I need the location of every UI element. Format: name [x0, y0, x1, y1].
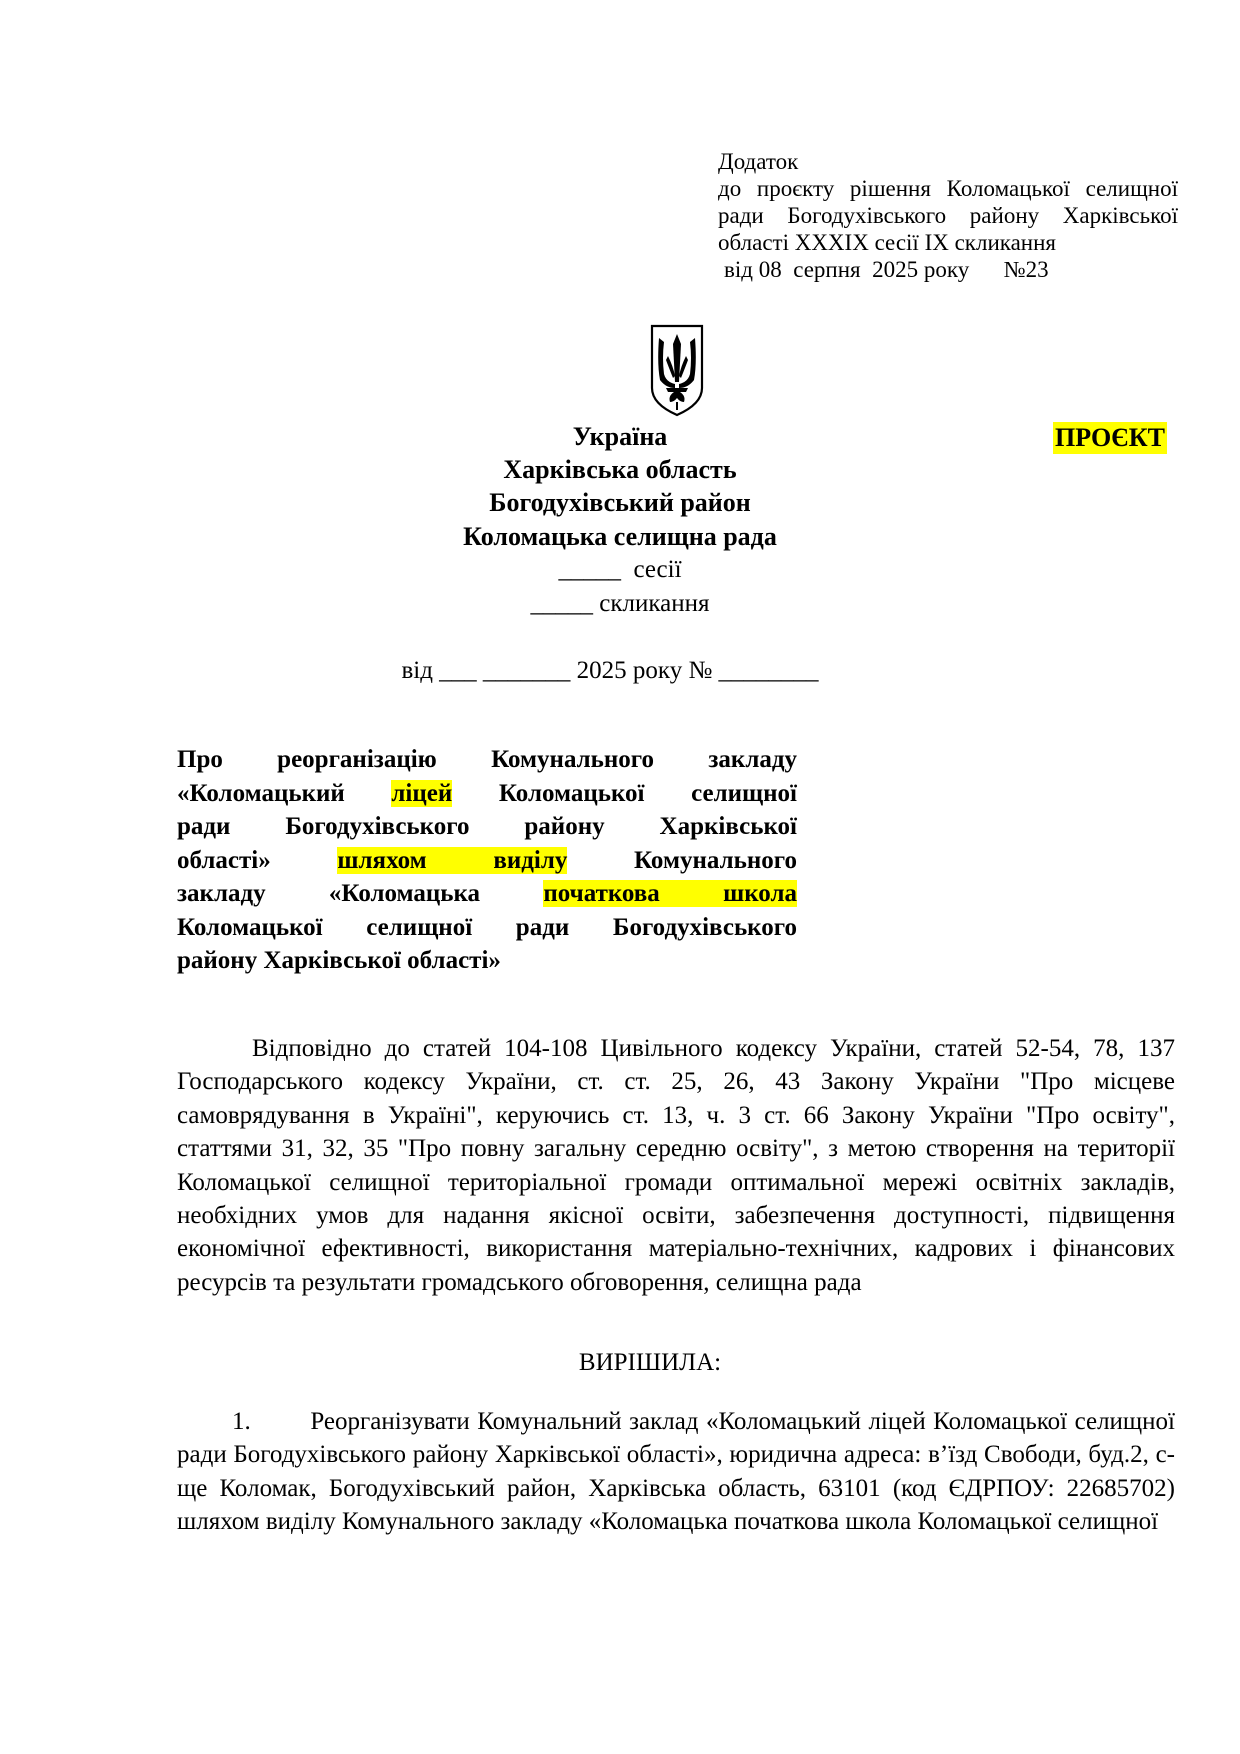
subject-line: району Харківської області»	[177, 947, 501, 974]
decision-subject	[177, 743, 797, 978]
preamble-paragraph: Відповідно до статей 104-108 Цивільного кодексу України, статей 52-54, 78, 137 Господарського кодексу України, ст. ст. 25, 26, 43 Закону України "Про місцеве самоврядування в Україні", керуючись ст. 13, ч. 3 ст. 66 Закону України "Про освіту", статтями 31, 32, 35 "Про повну загальну середню освіту", з метою створення на території Коломацької селищної територіальної громади оптимальної мережі освітніх закладів, необхідних умов для надання якісної освіти, забезпечення доступності, підвищення економічної ефективності, використання матеріально-технічних, кадрових і фінансових ресурсів та результати громадського обговорення, селищна рада	[177, 1035, 1175, 1296]
subject-text: закладу «Коломацька	[177, 880, 544, 907]
district-heading: Богодухівський район	[489, 488, 751, 517]
country-heading: Україна	[572, 422, 668, 451]
session-line: _____ сесії	[558, 556, 682, 583]
highlighted-text: початкова школа	[543, 880, 797, 907]
council-heading: Коломацька селищна рада	[463, 522, 777, 551]
highlighted-text: шляхом виділу	[337, 846, 568, 874]
appendix-line: до проєкту рішення Коломацької селищної	[718, 176, 1178, 201]
subject-line: Коломацької селищної ради Богодухівського	[177, 913, 797, 941]
highlighted-text: ліцей	[391, 779, 453, 807]
subject-line: ради Богодухівського району Харківської	[177, 813, 797, 840]
subject-line	[177, 844, 797, 878]
resolution-item-1: 1. Реорганізувати Комунальний заклад «Коломацький ліцей Коломацької селищної ради Богодухівського району Харківської області», юридична адреса: в’їзд Свободи, буд.2, с-ще Коломак, Богодухівський район, Харківська область, 63101 (код ЄДРПОУ: 22685702) шляхом виділу Комунального закладу «Коломацька початкова школа Коломацької селищної	[177, 1408, 1182, 1536]
subject-line	[177, 877, 797, 911]
subject-text: області»	[177, 846, 338, 874]
convocation-line: _____ скликання	[530, 590, 710, 617]
subject-text: «Коломацький	[177, 779, 392, 807]
decision-date-line: від ___ _______ 2025 року № ________	[401, 657, 819, 684]
subject-text: Комунального	[567, 846, 797, 874]
appendix-note	[718, 148, 1178, 283]
appendix-line: Додаток	[718, 149, 799, 174]
appendix-line: ради Богодухівського району Харківської	[718, 203, 1178, 228]
resolved-heading: ВИРІШИЛА:	[578, 1349, 722, 1376]
appendix-line: області XXXIX сесії IX скликання	[718, 230, 1056, 255]
appendix-line: від 08 серпня 2025 року №23	[724, 257, 1049, 282]
trident-icon	[648, 322, 706, 418]
draft-status-label: ПРОЄКТ	[1055, 423, 1166, 452]
subject-text: Коломацької селищної	[452, 779, 797, 807]
region-heading: Харківська область	[503, 455, 737, 484]
subject-line: Про реорганізацію Комунального закладу	[177, 746, 797, 773]
subject-line	[177, 777, 797, 811]
